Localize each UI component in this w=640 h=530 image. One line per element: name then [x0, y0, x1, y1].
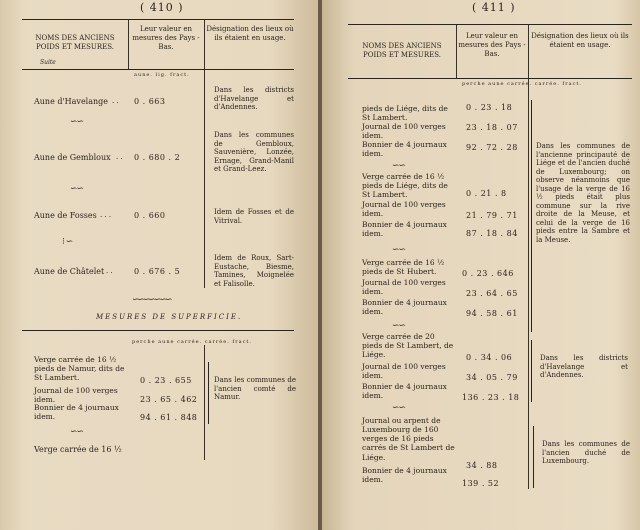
header-rule-bottom: [22, 69, 294, 70]
measure-name: Verge carrée de 16 ½: [34, 445, 122, 454]
section-ornament: ∽∽∽∽∽∽∽: [132, 295, 171, 305]
header-rule-top: [348, 24, 632, 25]
page-number: ( 410 ): [140, 1, 184, 14]
units-label: perche aune carrée. carrée. fract.: [132, 339, 253, 345]
measure-value: 0 . 676 . 5: [134, 267, 181, 276]
measure-value: 34 . 88: [466, 461, 498, 470]
brace: [208, 362, 209, 424]
ornament: ∽∽: [70, 427, 84, 437]
measure-places: Dans les districts d'Havelange et d'Andennes.: [540, 354, 628, 380]
measure-value: 0 . 660: [134, 211, 166, 220]
measure-name: Bonnier de 4 journaux idem.: [362, 298, 447, 317]
header-col-places: Désignation des lieux où ils étaient en usage.: [206, 25, 294, 42]
left-page: [0, 0, 318, 530]
measure-value: 23 . 18 . 07: [466, 123, 518, 132]
measure-places: Dans les communes de l'ancien duché de Luxembourg.: [542, 440, 630, 466]
measure-value: 136 . 23 . 18: [462, 393, 520, 402]
section-title: MESURES DE SUPERFICIE.: [96, 313, 243, 321]
measure-name: Bonnier de 4 journaux idem.: [362, 140, 447, 159]
measure-name: Journal ou arpent de Luxembourg de 160 verges de 16 pieds carrés de St Lambert de Liége.: [362, 416, 455, 462]
ornament: ∽∽: [70, 117, 84, 127]
header-col-names: NOMS DES ANCIENS POIDS ET MESURES.: [362, 42, 442, 59]
measure-places: Dans les communes de l'ancien comté de Namur.: [214, 376, 296, 402]
measure-value: 34 . 05 . 79: [466, 373, 518, 382]
measure-value: 94 . 61 . 848: [140, 413, 198, 422]
measure-value: 23 . 64 . 65: [466, 289, 518, 298]
measure-name: Verge carrée de 16 ½ pieds de Namur, dits de St Lambert.: [34, 355, 125, 383]
measure-places: Idem de Roux, Sart-Eustache, Biesme, Tamines, Moignelée et Falisolle.: [214, 254, 294, 288]
header-col-note: Suite: [40, 59, 56, 66]
column-divider: [204, 70, 205, 288]
header-col-names: NOMS DES ANCIENS POIDS ET MESURES.: [35, 34, 115, 51]
right-page: [322, 0, 640, 530]
units-label: aune. lig. fract.: [134, 72, 190, 78]
ornament: ⁝ ∽: [62, 237, 73, 247]
column-divider: [204, 345, 205, 460]
measure-places: Dans les districts d'Havelange et d'Andennes.: [214, 86, 294, 112]
measure-name: Journal de 100 verges idem.: [362, 278, 446, 297]
measure-value: 0 . 23 . 18: [466, 103, 513, 112]
measure-value: 0 . 23 . 646: [462, 269, 514, 278]
measure-value: 0 . 663: [134, 97, 166, 106]
header-col-value: Leur valeur en mesures des Pays - Bas.: [132, 25, 200, 51]
header-col-places: Désignation des lieux où ils étaient en usage.: [531, 32, 629, 49]
measure-name: Aune de Gembloux: [34, 153, 111, 162]
brace: [531, 340, 532, 402]
page-number: ( 411 ): [472, 1, 516, 14]
measure-value: 139 . 52: [462, 479, 500, 488]
measure-name: Journal de 100 verges idem.: [362, 122, 446, 141]
measure-places: Dans les communes de l'ancienne principauté de Liége et de l'ancien duché de Luxembourg; on observe néanmoins que l'usage de la verge de 16 ½ pieds était plus commune sur la rive droite de la Meuse, et celui de la verge de 16 pieds entre la Sambre et la Meuse.: [536, 142, 630, 244]
units-label: perche aune carrée. carrée. fract.: [462, 81, 583, 87]
measure-name: Journal de 100 verges idem.: [362, 362, 446, 381]
measure-name: Verge carrée de 16 ½ pieds de Liége, dits de St Lambert.: [362, 172, 448, 200]
ornament: ∽∽: [70, 184, 84, 194]
measure-value: 0 . 680 . 2: [134, 153, 181, 162]
header-rule-top: [22, 19, 294, 20]
measure-places: Idem de Fosses et de Vitrival.: [214, 208, 294, 225]
measure-name: Aune de Fosses: [34, 211, 97, 220]
measure-value: 0 . 21 . 8: [466, 189, 507, 198]
measure-value: 0 . 23 . 655: [140, 376, 192, 385]
measure-name: Aune de Châtelet: [34, 267, 105, 276]
header-divider: [528, 25, 529, 78]
measure-name: Journal de 100 verges idem.: [362, 200, 446, 219]
dot-leader: . .: [116, 153, 123, 161]
dot-leader: . .: [112, 97, 119, 105]
dot-leader: . .: [106, 267, 113, 275]
ornament: ∽∽: [392, 245, 406, 255]
measure-name: Verge carrée de 16 ½ pieds de St Hubert.: [362, 258, 445, 277]
ornament: ∽∽: [392, 161, 406, 171]
measure-value: 21 . 79 . 71: [466, 211, 518, 220]
header-divider: [128, 20, 129, 69]
brace: [533, 426, 534, 488]
measure-name: Bonnier de 4 journaux idem.: [362, 466, 447, 485]
header-col-value: Leur valeur en mesures des Pays - Bas.: [458, 32, 526, 58]
ornament: ∽∽: [392, 321, 406, 331]
measure-value: 92 . 72 . 28: [466, 143, 518, 152]
measure-name: Journal de 100 verges idem.: [34, 386, 118, 405]
measure-name: Verge carrée de 20 pieds de St Lambert, de Liége.: [362, 332, 454, 360]
ornament: ∽∽: [392, 403, 406, 413]
measure-name: Aune d'Havelange: [34, 97, 109, 106]
measure-name: Bonnier de 4 journaux idem.: [362, 382, 447, 401]
measure-name: pieds de Liége, dits de St Lambert.: [362, 104, 448, 123]
header-divider: [456, 25, 457, 78]
header-rule-bottom: [348, 78, 632, 79]
measure-value: 87 . 18 . 84: [466, 229, 518, 238]
dot-leader: . . .: [100, 211, 112, 219]
measure-value: 23 . 65 . 462: [140, 395, 198, 404]
section-rule: [22, 330, 294, 331]
measure-value: 94 . 58 . 61: [466, 309, 518, 318]
brace: [531, 100, 532, 332]
measure-name: Bonnier de 4 journaux idem.: [34, 403, 119, 422]
column-divider: [528, 79, 529, 489]
header-divider: [204, 20, 205, 69]
measure-places: Dans les communes de Gembloux, Sauvenière, Lonzée, Ernage, Grand-Manil et Grand-Leez.: [214, 131, 294, 174]
measure-value: 0 . 34 . 06: [466, 353, 513, 362]
measure-name: Bonnier de 4 journaux idem.: [362, 220, 447, 239]
